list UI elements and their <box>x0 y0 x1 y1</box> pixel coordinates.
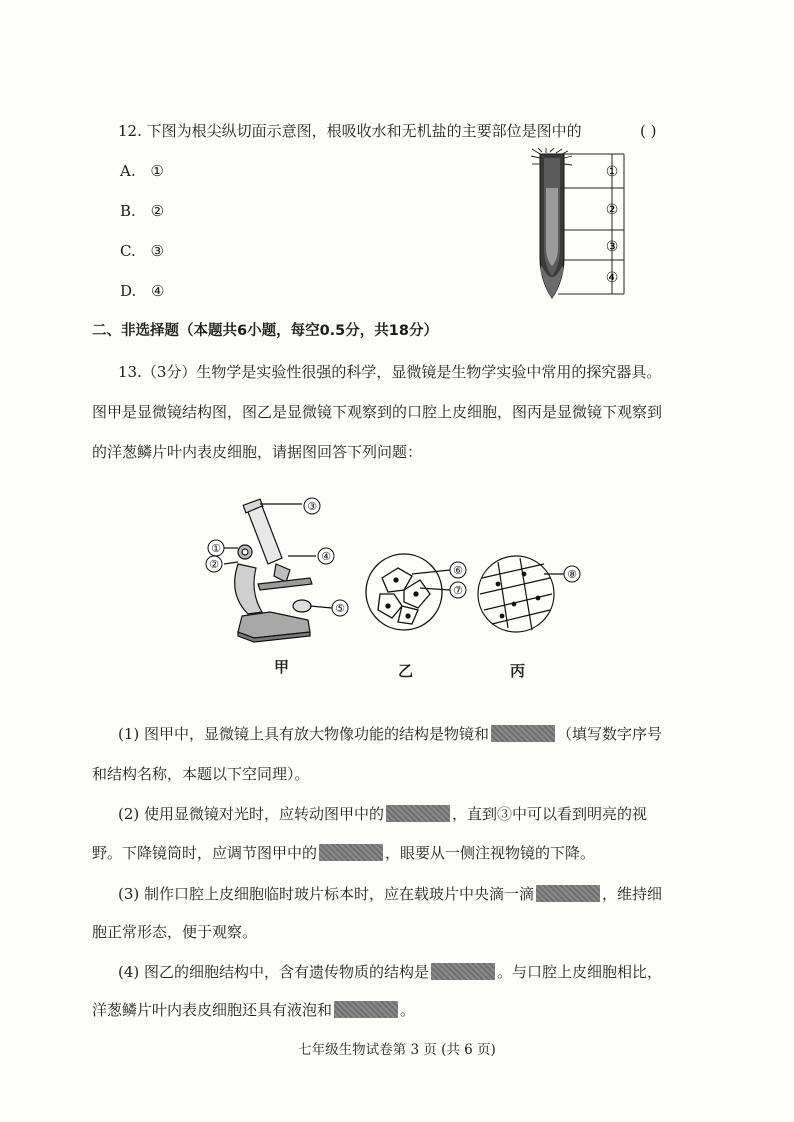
q13-part2-text-c: 野。下降镜筒时，应调节图甲中的 <box>92 844 318 862</box>
q13-part2-line2 <box>92 843 595 863</box>
q13-part4-text-a: (4) 图乙的细胞结构中，含有遗传物质的结构是 <box>118 963 430 981</box>
root-label-1: ① <box>605 164 619 180</box>
q13-part2-line1 <box>118 804 647 824</box>
microscope-label-3: ③ <box>307 500 317 513</box>
answer-blank-3[interactable] <box>319 844 383 861</box>
microscope-label-2: ② <box>209 558 219 571</box>
answer-bracket: ( ) <box>640 122 657 140</box>
q12-stem <box>118 121 582 141</box>
answer-blank-4[interactable] <box>536 885 600 902</box>
microscope-label-1: ① <box>211 542 221 555</box>
section-heading: 二、非选择题（本题共6小题，每空0.5分，共18分） <box>92 323 438 339</box>
answer-blank-1[interactable] <box>491 725 555 742</box>
q13-intro-line-1: 13.（3分）生物学是实验性很强的科学，显微镜是生物学实验中常用的探究器具。 <box>118 363 662 381</box>
option-text: ② <box>150 202 165 220</box>
q13-intro-line-2: 图甲是显微镜结构图，图乙是显微镜下观察到的口腔上皮细胞，图丙是显微镜下观察到 <box>92 403 663 421</box>
microscope-label-5: ⑤ <box>335 602 345 615</box>
page-footer: 七年级生物试卷第 3 页 (共 6 页) <box>298 1042 496 1058</box>
option-letter: D. <box>120 282 137 300</box>
q13-part1-text-a: (1) 图甲中，显微镜上具有放大物像功能的结构是物镜和 <box>118 725 490 743</box>
q13-part3-text-b: ，维持细 <box>602 885 663 903</box>
cheek-cell-view <box>366 554 450 630</box>
option-text: ④ <box>151 282 165 300</box>
root-label-2: ② <box>605 202 619 218</box>
q13-part2-text-b: ，直到③中可以看到明亮的视 <box>452 805 648 823</box>
microscope-drawing <box>224 499 332 642</box>
q13-intro-line-3: 的洋葱鳞片叶内表皮细胞，请据图回答下列问题： <box>92 443 423 461</box>
option-text: ① <box>150 162 164 180</box>
q12-stem-text: 12. 下图为根尖纵切面示意图，根吸收水和无机盐的主要部位是图中的 <box>118 122 582 140</box>
caption-bing: 丙 <box>510 662 526 680</box>
microscope-label-4: ④ <box>321 550 331 563</box>
q13-part4-text-d: 。 <box>400 1001 416 1019</box>
q13-part4-line1 <box>118 962 662 982</box>
cell-label-8: ⑧ <box>567 568 577 581</box>
cell-label-6: ⑥ <box>453 564 463 577</box>
option-letter: A. <box>120 162 136 180</box>
caption-jia: 甲 <box>274 658 290 676</box>
q13-part4-text-b: 。与口腔上皮细胞相比， <box>497 963 663 981</box>
q12-option-a <box>120 162 164 180</box>
caption-yi: 乙 <box>398 662 414 680</box>
q13-part3-line1 <box>118 884 662 904</box>
q13-part4-text-c: 洋葱鳞片叶内表皮细胞还具有液泡和 <box>92 1001 333 1019</box>
root-tip-figure <box>528 148 638 306</box>
q13-part1-line1 <box>118 724 662 744</box>
option-letter: B. <box>120 202 136 220</box>
q12-option-c <box>120 242 164 260</box>
q13-part1-line2: 和结构名称，本题以下空同理）。 <box>92 765 310 783</box>
q12-option-d <box>120 282 165 300</box>
answer-blank-6[interactable] <box>334 1001 398 1018</box>
microscope-figure <box>198 494 608 654</box>
onion-cell-view <box>478 556 564 632</box>
q13-part2-text-a: (2) 使用显微镜对光时，应转动图甲中的 <box>118 805 385 823</box>
q12-option-b <box>120 202 164 220</box>
root-label-3: ③ <box>605 239 619 255</box>
q13-part2-text-d: ，眼要从一侧注视物镜的下降。 <box>385 844 596 862</box>
q13-part4-line2 <box>92 1000 415 1020</box>
root-label-4: ④ <box>605 270 619 286</box>
option-text: ③ <box>150 242 164 260</box>
option-letter: C. <box>120 242 136 260</box>
q13-part3-line2: 胞正常形态，便于观察。 <box>92 923 258 941</box>
cell-label-7: ⑦ <box>453 584 463 597</box>
q13-part1-text-b: （填写数字序号 <box>557 725 663 743</box>
answer-blank-2[interactable] <box>386 805 450 822</box>
answer-blank-5[interactable] <box>431 963 495 980</box>
q13-part3-text-a: (3) 制作口腔上皮细胞临时玻片标本时，应在载玻片中央滴一滴 <box>118 885 535 903</box>
